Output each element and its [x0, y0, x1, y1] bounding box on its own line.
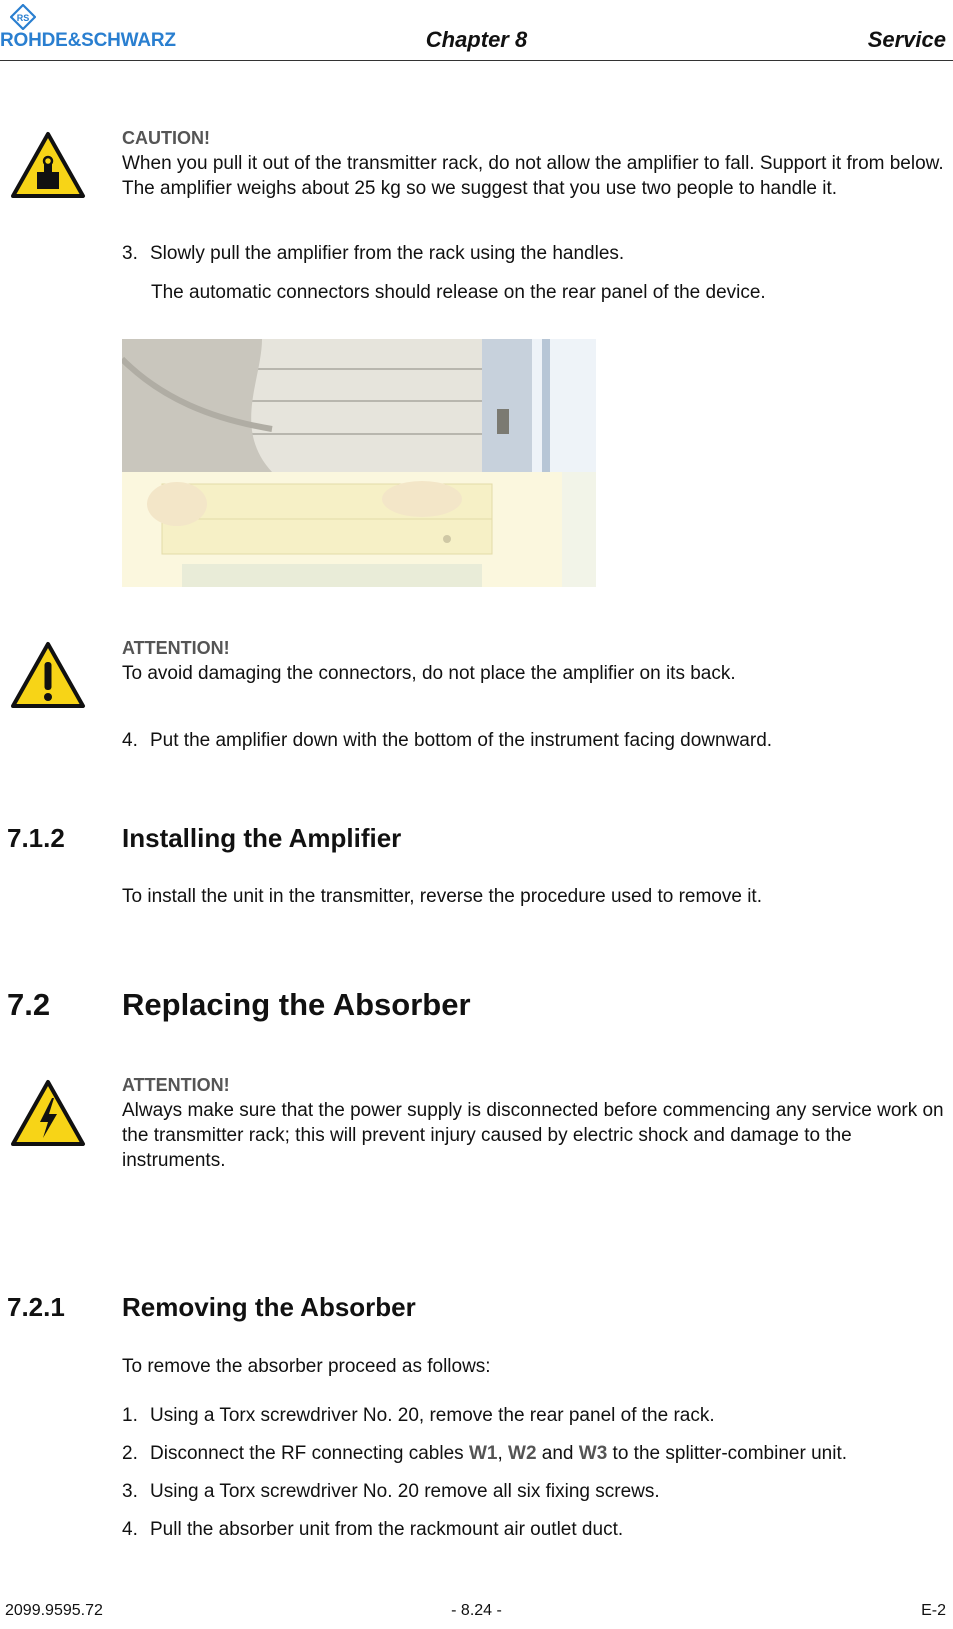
list-item-separator: and	[536, 1443, 579, 1464]
list-item-number: 2.	[122, 1443, 138, 1464]
list-item	[122, 1441, 847, 1466]
section-number: 7.1.2	[7, 823, 65, 853]
list-item-text: Put the amplifier down with the bottom of the instrument facing downward.	[150, 730, 773, 751]
attention-text: Always make sure that the power supply is disconnected before commencing any service work on the transmitter rack; this will prevent injury caused by electric shock and damage to the instruments.	[122, 1100, 944, 1171]
list-item-text: Disconnect the RF connecting cables	[150, 1443, 469, 1464]
weight-warning-icon	[10, 130, 86, 200]
list-item-text: Using a Torx screwdriver No. 20, remove the rear panel of the rack.	[150, 1405, 715, 1426]
cable-w3: W3	[578, 1443, 608, 1464]
list-item-number: 4.	[122, 1519, 138, 1540]
section-intro: To remove the absorber proceed as follows:	[122, 1356, 491, 1377]
list-item-text: Using a Torx screwdriver No. 20 remove all six fixing screws.	[150, 1481, 660, 1502]
list-item-number: 4.	[122, 730, 138, 751]
amplifier-rack-photo	[122, 339, 596, 587]
list-item-separator: ,	[497, 1443, 509, 1464]
caution-label: CAUTION!	[122, 128, 210, 148]
footer-doc-number: 2099.9595.72	[5, 1602, 103, 1619]
section-title: Installing the Amplifier	[122, 823, 402, 853]
list-item	[122, 241, 624, 266]
list-item-number: 3.	[122, 243, 138, 264]
list-item-number: 1.	[122, 1405, 138, 1426]
list-item	[122, 1479, 660, 1504]
list-item	[122, 728, 772, 753]
section-text: To install the unit in the transmitter, reverse the procedure used to remove it.	[122, 886, 762, 907]
footer-page-number: - 8.24 -	[451, 1602, 502, 1619]
footer-edition: E-2	[921, 1602, 946, 1619]
svg-text:RS: RS	[16, 13, 30, 23]
brand-logo-text: ROHDE&SCHWARZ	[0, 30, 176, 51]
attention-label: ATTENTION!	[122, 1075, 230, 1095]
list-item-text: Slowly pull the amplifier from the rack using the handles.	[150, 243, 625, 264]
caution-text: When you pull it out of the transmitter rack, do not allow the amplifier to fall. Support it from below. The amplifier weighs about 25 kg so we suggest that you use two people to handle it.	[122, 153, 944, 199]
list-item	[122, 1517, 623, 1542]
section-title: Removing the Absorber	[122, 1292, 416, 1322]
chapter-section-number: 7.2	[7, 987, 51, 1022]
cable-w1: W1	[468, 1443, 498, 1464]
list-item-text: Pull the absorber unit from the rackmount air outlet duct.	[150, 1519, 624, 1540]
list-item-number: 3.	[122, 1481, 138, 1502]
cable-w2: W2	[508, 1443, 537, 1464]
header-divider	[0, 60, 953, 61]
header-chapter: Chapter 8	[425, 27, 528, 52]
list-item-text: to the splitter-combiner unit.	[607, 1443, 847, 1464]
step-note: The automatic connectors should release on the rear panel of the device.	[151, 282, 766, 303]
attention-text: To avoid damaging the connectors, do not place the amplifier on its back.	[122, 663, 736, 684]
electric-hazard-icon	[10, 1078, 86, 1148]
section-number: 7.2.1	[7, 1292, 65, 1322]
header-section: Service	[867, 27, 946, 52]
exclamation-warning-icon	[10, 640, 86, 710]
chapter-section-title: Replacing the Absorber	[122, 987, 471, 1022]
list-item	[122, 1403, 715, 1428]
attention-label: ATTENTION!	[122, 638, 230, 658]
